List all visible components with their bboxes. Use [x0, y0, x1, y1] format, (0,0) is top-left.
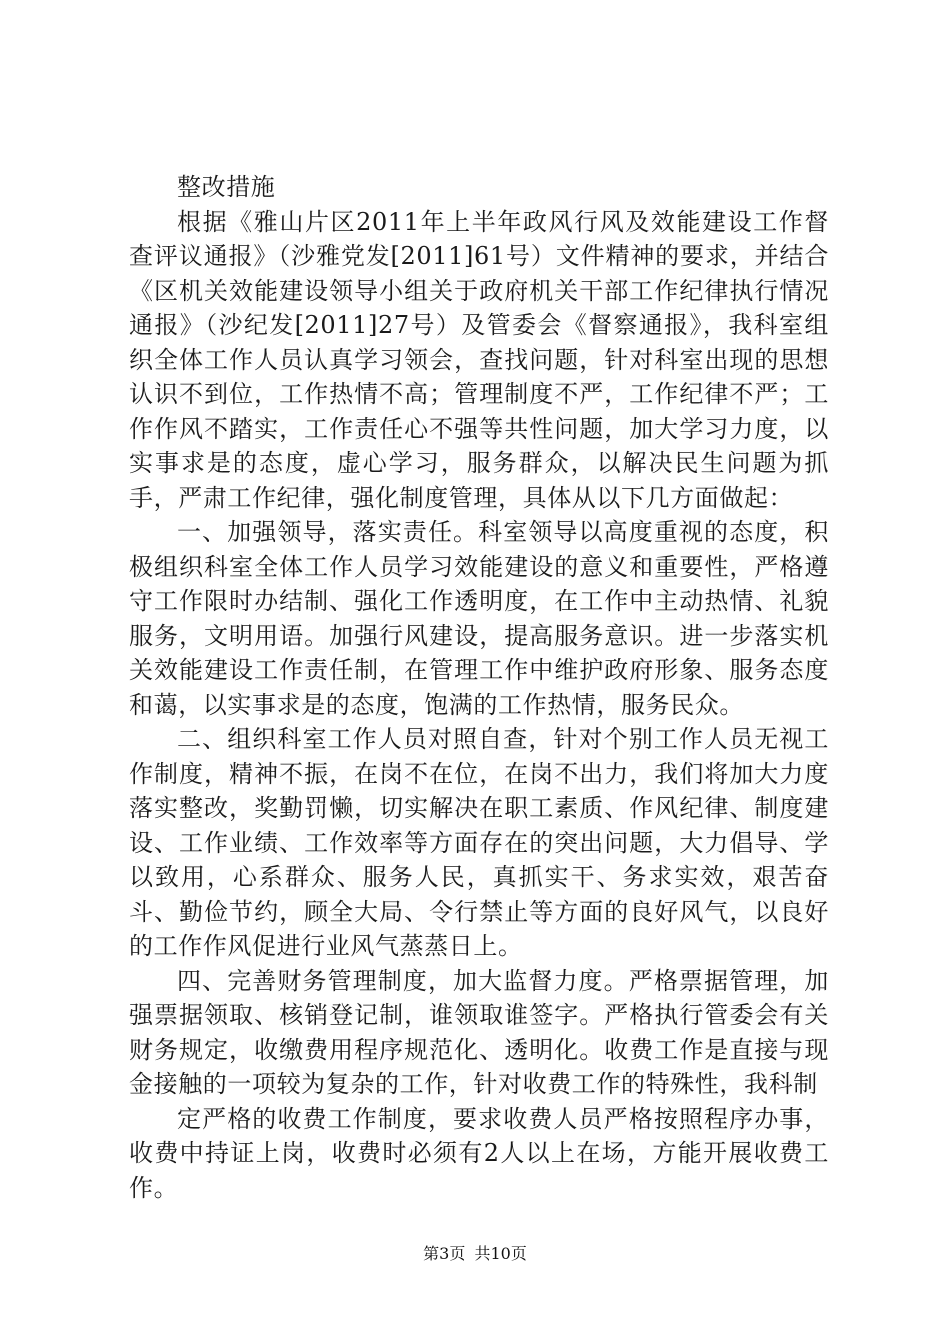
paragraph-section-1: 一、加强领导，落实责任。科室领导以高度重视的态度，积极组织科室全体工作人员学习效能建设的意义和重要性，严格遵守工作限时办结制、强化工作透明度，在工作中主动热情、礼貌服务，文明用语。加强行风建设，提高服务意识。进一步落实机关效能建设工作责任制，在管理工作中维护政府形象、服务态度和蔼，以实事求是的态度，饱满的工作热情，服务民众。 — [129, 518, 829, 719]
document-body — [129, 170, 829, 1205]
paragraph-section-4: 四、完善财务管理制度，加大监督力度。严格票据管理，加强票据领取、核销登记制，谁领取谁签字。严格执行管委会有关财务规定，收缴费用程序规范化、透明化。收费工作是直接与现金接触的一项较为复杂的工作，针对收费工作的特殊性，我科制 — [129, 966, 829, 1098]
document-heading: 整改措施 — [177, 173, 276, 201]
page-total: 共10页 — [474, 1244, 527, 1263]
page-footer — [0, 1244, 950, 1264]
paragraph-continuation: 定严格的收费工作制度，要求收费人员严格按照程序办事，收费中持证上岗，收费时必须有2人以上在场，方能开展收费工作。 — [129, 1104, 829, 1202]
paragraph-intro: 根据《雅山片区2011年上半年政风行风及效能建设工作督查评议通报》（沙雅党发[2011]61号）文件精神的要求，并结合《区机关效能建设领导小组关于政府机关干部工作纪律执行情况通报》（沙纪发[2011]27号）及管委会《督察通报》，我科室组织全体工作人员认真学习领会，查找问题，针对科室出现的思想认识不到位，工作热情不高；管理制度不严，工作纪律不严；工作作风不踏实，工作责任心不强等共性问题，加大学习力度，以实事求是的态度，虚心学习，服务群众，以解决民生问题为抓手，严肃工作纪律，强化制度管理，具体从以下几方面做起： — [129, 207, 829, 512]
page-number: 第3页 — [423, 1244, 466, 1263]
paragraph-section-2: 二、组织科室工作人员对照自查，针对个别工作人员无视工作制度，精神不振，在岗不在位，在岗不出力，我们将加大力度落实整改，奖勤罚懒，切实解决在职工素质、作风纪律、制度建设、工作业绩、工作效率等方面存在的突出问题，大力倡导、学以致用，心系群众、服务人民，真抓实干、务求实效，艰苦奋斗、勤俭节约，顾全大局、令行禁止等方面的良好风气，以良好的工作作风促进行业风气蒸蒸日上。 — [129, 725, 829, 960]
